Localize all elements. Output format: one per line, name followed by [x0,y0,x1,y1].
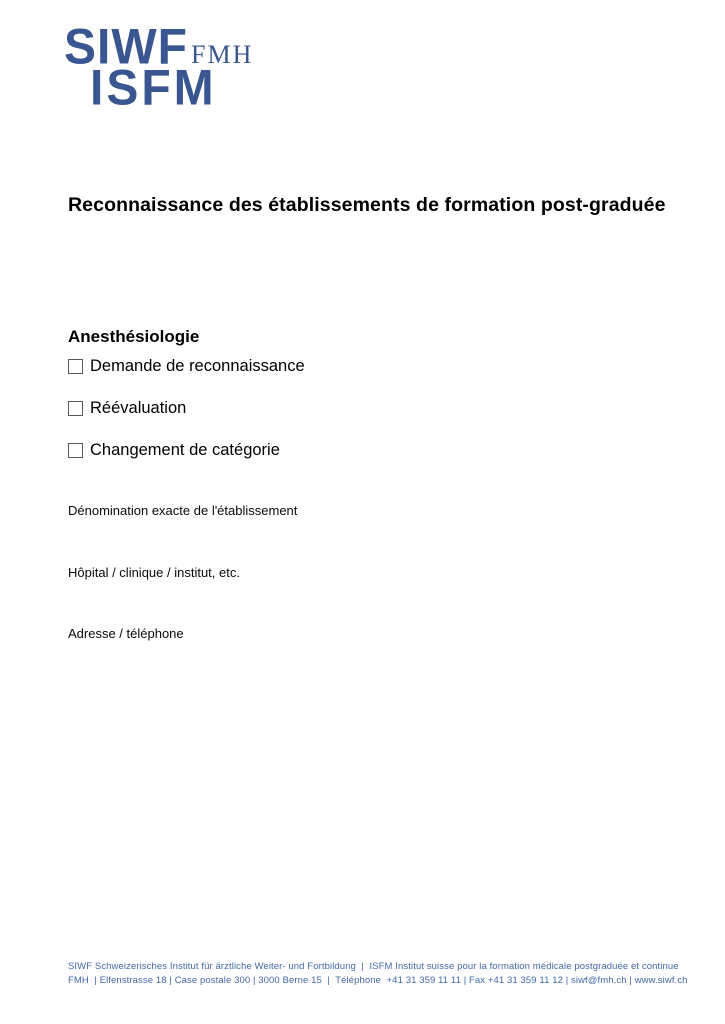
checkbox-row-demande[interactable] [68,357,305,376]
changement-checkbox-label: Changement de catégorie [90,441,280,459]
logo-siwf-text: SIWF [64,19,188,76]
checkbox-row-reevaluation[interactable] [68,399,186,418]
demande-checkbox-label: Demande de reconnaissance [90,357,305,375]
demande-checkbox[interactable] [68,359,83,374]
changement-checkbox[interactable] [68,443,83,458]
logo-isfm-text: ISFM [90,60,217,116]
page-title: Reconnaissance des établissements de formation post-graduée [68,194,666,217]
footer-line-contact: FMH | Elfenstrasse 18 | Case postale 300 | 3000 Berne 15 | Téléphone +41 31 359 11 11 | Fax +41 31 359 11 12 | siwf@fmh.ch | www.siwf.ch [68,974,688,986]
field-label-denomination: Dénomination exacte de l'établissement [68,503,298,518]
logo-fmh-text: FMH [190,40,254,69]
siwf-isfm-logo [64,19,254,116]
reevaluation-checkbox[interactable] [68,401,83,416]
section-heading-specialty: Anesthésiologie [68,327,200,347]
footer [68,960,688,987]
field-label-adresse: Adresse / téléphone [68,626,184,641]
reevaluation-checkbox-label: Réévaluation [90,399,187,417]
field-label-hopital: Hôpital / clinique / institut, etc. [68,565,240,580]
footer-line-institut: SIWF Schweizerisches Institut für ärztliche Weiter- und Fortbildung | ISFM Institut suisse pour la formation médicale postgraduée et continue [68,961,679,972]
checkbox-row-changement[interactable] [68,441,280,460]
